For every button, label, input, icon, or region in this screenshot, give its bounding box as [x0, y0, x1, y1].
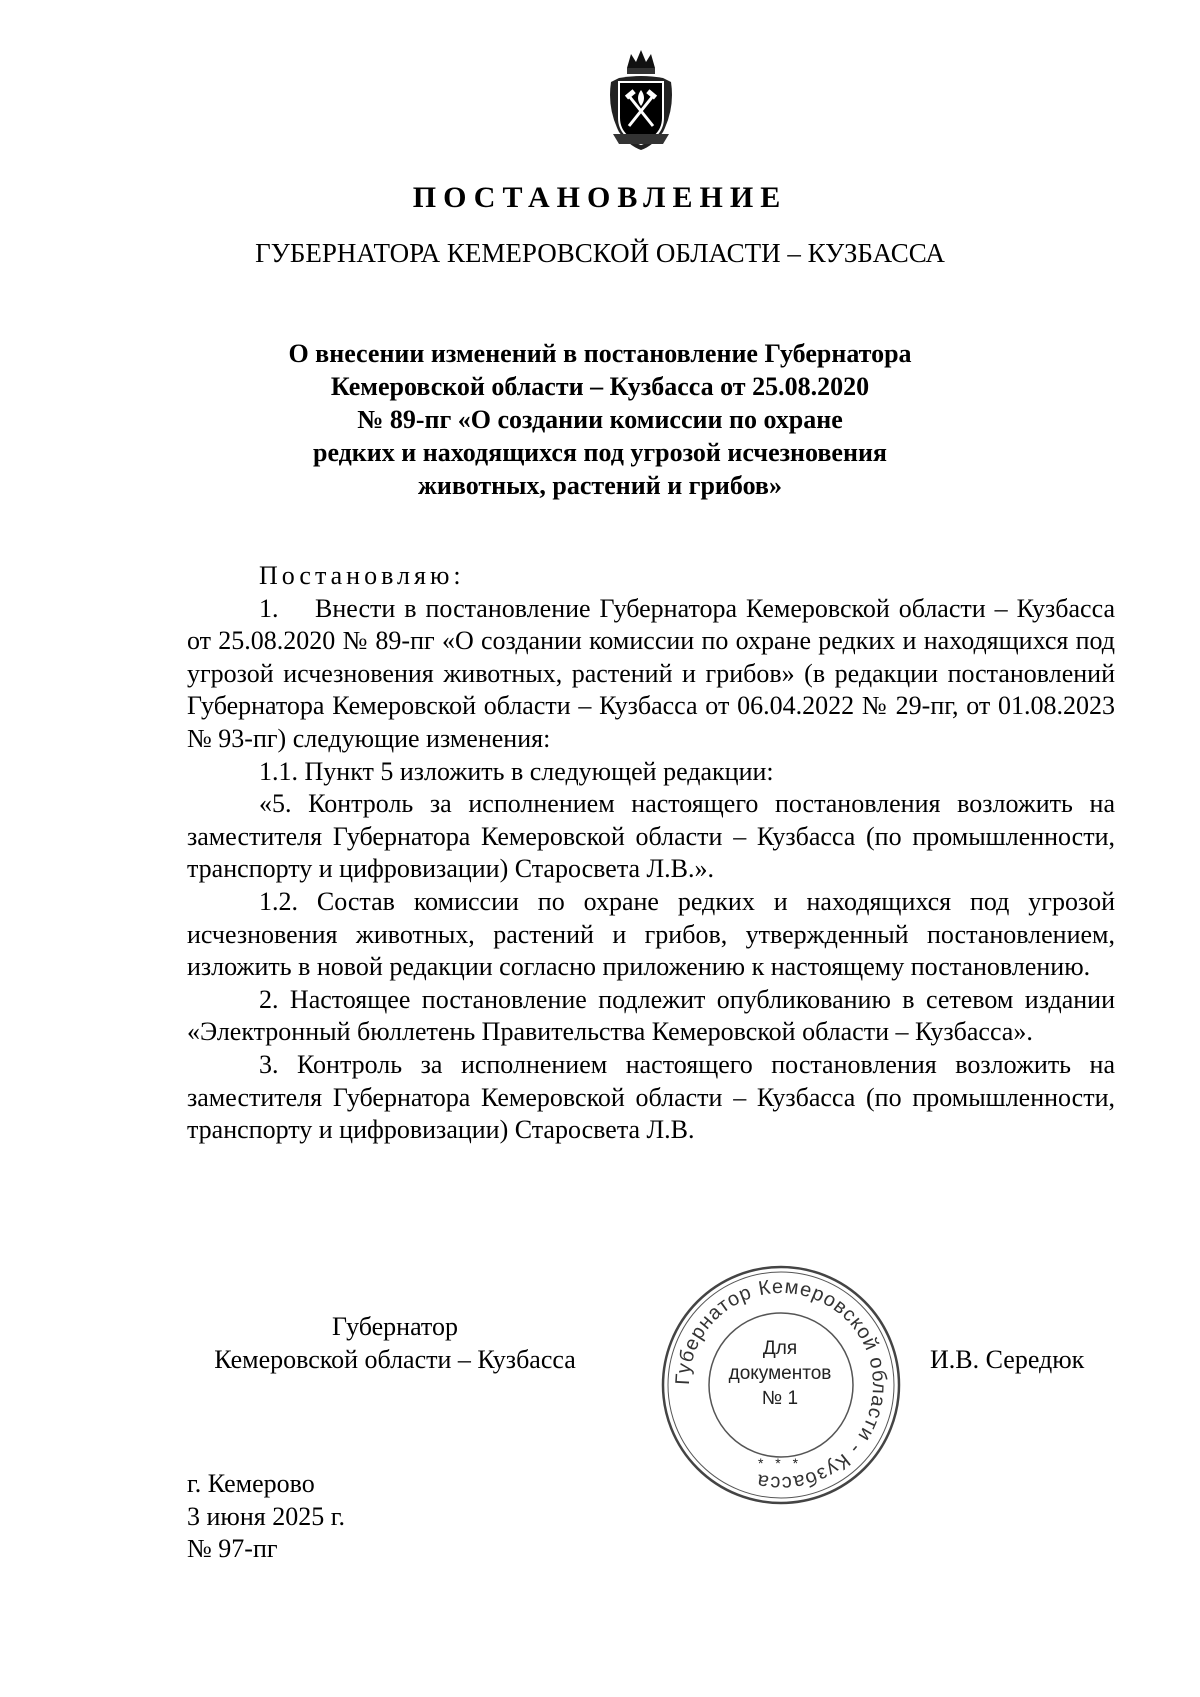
paragraph-2: 2. Настоящее постановление подлежит опубликованию в сетевом издании «Электронный бюллетень Правительства Кемеровской области – Кузбасса».	[187, 984, 1115, 1047]
signer-title-line: Губернатор	[332, 1312, 458, 1341]
heading-line: № 89-пг «О создании комиссии по охране	[357, 405, 843, 434]
decree-lead: Постановляю:	[259, 561, 465, 590]
paragraph-3: 3. Контроль за исполнением настоящего постановления возложить на заместителя Губернатора Кемеровской области – Кузбасса (по промышленности, транспорту и цифровизации) Старосвета Л.В.	[187, 1049, 1115, 1145]
signer-title-line: Кемеровской области – Кузбасса	[214, 1345, 576, 1374]
svg-text:Губернатор Кемеровской области: Губернатор Кемеровской области - Кузбасса	[671, 1275, 891, 1495]
paragraph-1-2: 1.2. Состав комиссии по охране редких и находящихся под угрозой исчезновения животных, растений и грибов, утвержденный постановлением, изложить в новой редакции согласно приложению к настоящему постановлению.	[187, 886, 1115, 982]
document-footer	[187, 1468, 345, 1566]
stamp-line: документов	[728, 1363, 832, 1384]
paragraph-number: 1.	[259, 593, 279, 623]
paragraph-1	[187, 593, 1115, 756]
paragraph-text: Внести в постановление Губернатора Кемеровской области – Кузбасса от 25.08.2020 № 89-пг «О создании комиссии по охране редких и находящихся под угрозой исчезновения животных, растений и грибов» (в редакции постановлений Губернатора Кемеровской области – Кузбасса от 06.04.2022 № 29-пг, от 01.08.2023 № 93-пг) следующие изменения:	[187, 593, 1115, 753]
document-subtitle: ГУБЕРНАТОРА КЕМЕРОВСКОЙ ОБЛАСТИ – КУЗБАССА	[255, 238, 945, 268]
stamp-line: № 1	[761, 1388, 799, 1409]
quoted-paragraph-5: «5. Контроль за исполнением настоящего постановления возложить на заместителя Губернатора Кемеровской области – Кузбасса (по промышленности, транспорту и цифровизации) Старосвета Л.В.».	[187, 789, 1115, 884]
stamp-stars: * * *	[757, 1455, 803, 1471]
paragraph-1-1: 1.1. Пункт 5 изложить в следующей редакции:	[259, 756, 774, 786]
document-heading	[240, 337, 960, 502]
signer-name: И.В. Середюк	[930, 1345, 1085, 1374]
document-title: ПОСТАНОВЛЕНИЕ	[412, 181, 788, 214]
coat-of-arms-emblem-icon	[603, 48, 679, 152]
footer-number: № 97-пг	[187, 1534, 278, 1563]
signer-title	[190, 1310, 600, 1376]
heading-line: Кемеровской области – Кузбасса от 25.08.2020	[330, 372, 870, 401]
heading-line: редких и находящихся под угрозой исчезновения	[312, 438, 888, 467]
stamp-center-text	[700, 1336, 860, 1411]
heading-line: О внесении изменений в постановление Губернатора	[288, 339, 912, 368]
footer-city: г. Кемерово	[187, 1469, 315, 1498]
document-body	[187, 560, 1115, 1147]
stamp-line: Для	[762, 1338, 798, 1359]
heading-line: животных, растений и грибов»	[418, 471, 782, 500]
footer-date: 3 июня 2025 г.	[187, 1501, 345, 1531]
